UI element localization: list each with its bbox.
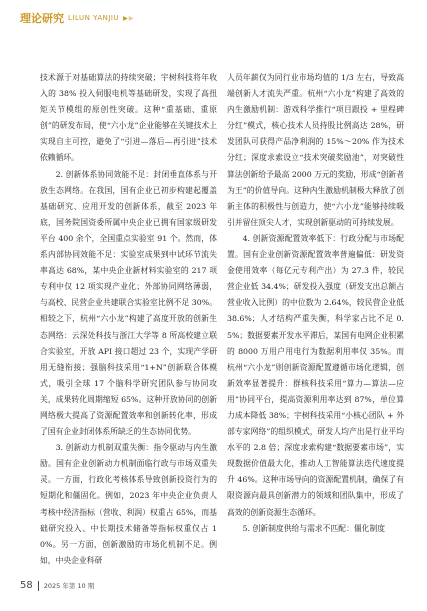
issue-label: 2025 年第 10 期 [43, 582, 95, 590]
left-column [40, 70, 217, 569]
paragraph-institutional-supply: 5. 创新制度供给与需求不匹配：僵化制度 [242, 523, 386, 533]
page-number: 58 [20, 580, 33, 591]
page-footer [20, 580, 94, 591]
paragraph-continued: 技术源于对基础算法的持续突破；宇树科技将年收入的 38% 投入伺服电机等基础研发，实现了高扭矩关节模组的原创性突破。这种“重基础、重原创”的研发布局，使“六小龙”企业能够在关键技术上实现自主可控，避免了“引进—落后—再引进”技术依赖循环。 [40, 73, 217, 163]
footer-divider [38, 581, 39, 591]
paragraph-incentive-continued: 人员年薪仅为同行业市场均值的 1/3 左右，导致高端创新人才流失严重。杭州“六小龙”构建了高效的内生激励机制：游戏科学推行“项目跟投 + 里程碑分红”模式，核心技术人员持股比例高达 28%，研发团队可获得产品净利润的 15%～20% 作为技术分红；深度求索设立“技术突破奖励池”，对突破性算法创新给予最高 2000 万元的奖励，形成“创新者为王”的价值导向。这种内生激励机制极大释放了创新主体的积极性与创造力，使“六小龙”能够持续吸引并留住顶尖人才，实现创新驱动的可持续发展。 [227, 73, 404, 227]
running-header [20, 10, 133, 26]
paragraph-innovation-motivation: 3. 创新动力机制双重失衡：指令驱动与内生激励。国有企业创新动力机制面临行政与市场双重失灵。一方面，行政化考核体系导致创新投资行为的短期化和僵固化。例如，2023 年中央企业负责人考核中经济指标（营收、利润）权重占 65%，而基础研究投入、中长期技术储备等指标权重仅占 10%。另一方面，创新激励的市场化机制不足。例如，中央企业科研 [40, 443, 217, 565]
right-column [227, 70, 404, 537]
section-title: 理论研究 [20, 12, 64, 25]
section-subtitle: LILUN YANJIU [68, 14, 120, 22]
double-triangle-right-icon: ▶▶ [123, 14, 134, 22]
paragraph-innovation-system: 2. 创新体系协同效能不足：封闭垂直体系与开放生态网络。在我国，国有企业已初步构建起覆盖基础研究、应用开发的创新体系，截至 2023 年底，国务院国资委所属中央企业已拥有国家级研发平台 400 余个，全国重点实验室 91 个。然而，体系内部协同效能不足：实验室成果到中试环节流失率高达 68%，某中央企业新材料实验室的 217 项专利中仅 12 项实现产业化；外部协同网络薄弱，与高校、民营企业共建联合实验室比例不足 30%。相较之下，杭州“六小龙”构建了高度开放的创新生态网络：云深处科技与浙江大学等 8 所高校建立联合实验室，开放 API 接口超过 23 个，实现产学研用无缝衔接；强脑科技采用“1+N”创新联合体模式，吸引全球 17 个脑科学研究团队参与协同攻关，成果转化周期缩短 65%。这种开放协同的创新网络极大提高了资源配置效率和创新转化率，形成了国有企业封闭体系所缺乏的生态协同优势。 [40, 169, 217, 437]
paragraph-resource-allocation: 4. 创新资源配置效率低下：行政分配与市场配置。国有企业创新资源配置效率普遍偏低：研发资金使用效率（每亿元专利产出）为 27.3 件，较民营企业低 34.4%；研发投入强度（研发支出总额占营业收入比例）的中位数为 2.64%，较民营企业低 38.6%；人才结构严重失衡，科学家占比不足 0.5%；数据要素开发水平滞后，某国有电网企业积累的 8000 万用户用电行为数据利用率仅 35%。而杭州“六小龙”则创新资源配置遵循市场化逻辑，创新效率显著提升：群核科技采用“算力—算法—应用”协同平台，提高资源利用率达到 87%，单位算力成本降低 38%；宇树科技采用“小核心团队 + 外部专家网络”的组织模式，研发人均产出是行业平均水平的 2.8 倍；深度求索构建“数据要素市场”，实现数据价值最大化，推动人工智能算法迭代速度提升 46%。这种市场导向的资源配置机制，确保了有限资源向最具创新潜力的领域和团队集中，形成了高效的创新资源生态循环。 [227, 233, 404, 517]
